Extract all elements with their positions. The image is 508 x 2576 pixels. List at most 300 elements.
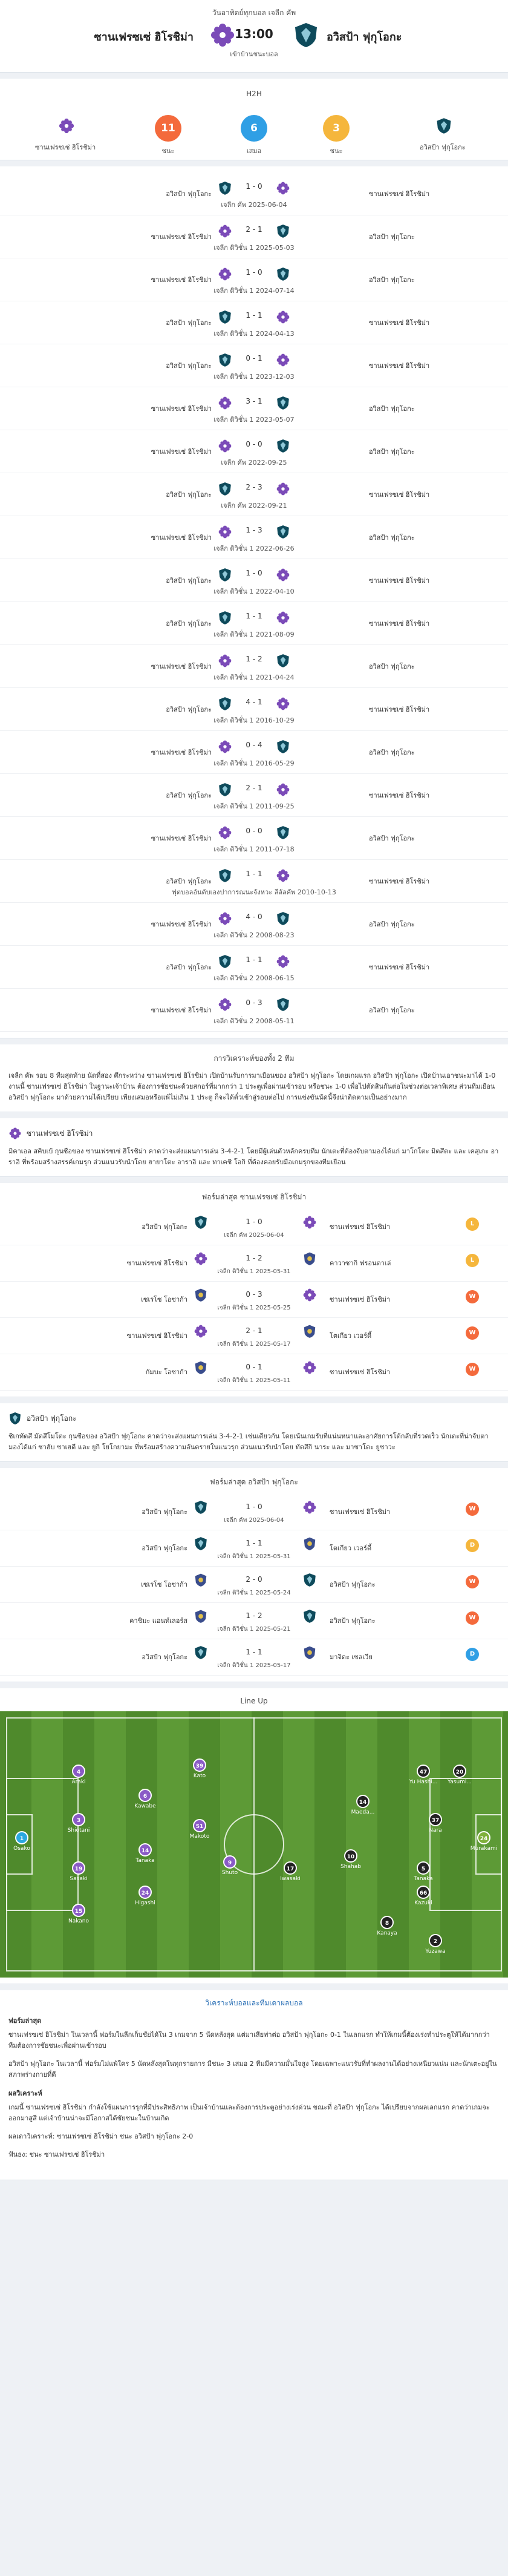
- left-team-name: อวิสป้า ฟุกุโอกะ: [166, 577, 212, 585]
- lineup-player[interactable]: [435, 1765, 484, 1785]
- right-team-name: อวิสป้า ฟุกุโอกะ: [369, 749, 415, 756]
- match-score: 1 - 0: [246, 1503, 262, 1511]
- match-competition-date: เจลีก คัพ 2025-06-04: [224, 1232, 284, 1239]
- h2h-match-row[interactable]: [0, 301, 508, 344]
- player-name: Osako: [13, 1846, 30, 1852]
- home-team-logo: [276, 310, 290, 324]
- match-competition-date: เจลีก ดิวิชั่น 1 2022-06-26: [213, 545, 295, 552]
- right-team-name: อวิสป้า ฟุกุโอกะ: [369, 920, 415, 928]
- result-badge: D: [466, 1648, 479, 1661]
- opponent-logo: [302, 1251, 317, 1266]
- match-score: 0 - 0: [246, 440, 262, 448]
- h2h-match-row[interactable]: [0, 172, 508, 215]
- lineup-player[interactable]: [460, 1831, 508, 1852]
- match-score: 1 - 1: [246, 1648, 262, 1656]
- lineup-player[interactable]: [54, 1861, 103, 1882]
- match-competition-date: เจลีก ดิวิชั่น 2 2008-05-11: [213, 1017, 295, 1025]
- h2h-match-row[interactable]: [0, 258, 508, 301]
- h2h-match-row[interactable]: [0, 946, 508, 989]
- h2h-match-row[interactable]: [0, 430, 508, 473]
- lineup-player[interactable]: [206, 1855, 254, 1876]
- h2h-draws-label: เสมอ: [246, 147, 262, 155]
- left-team-name: อวิสป้า ฟุกุโอกะ: [166, 319, 212, 327]
- form-match-row[interactable]: [0, 1603, 508, 1639]
- home-team-logo: [276, 482, 290, 496]
- away-team-logo: [302, 1609, 317, 1624]
- h2h-wins-label: ชนะ: [161, 147, 175, 155]
- away-team-info: [0, 1403, 508, 1462]
- match-score: 0 - 1: [246, 1363, 262, 1371]
- player-name: Maeda...: [351, 1809, 375, 1815]
- player-name: Kato: [193, 1773, 206, 1779]
- h2h-summary: [0, 79, 508, 160]
- preview-card: [0, 1044, 508, 1112]
- form-match-row[interactable]: [0, 1639, 508, 1676]
- player-number: 19: [72, 1861, 85, 1875]
- right-team-name: ซานเฟรซเซ่ ฮิโรชิม่า: [369, 190, 430, 198]
- right-team-name: ซานเฟรซเซ่ ฮิโรชิม่า: [369, 319, 430, 327]
- home-form-title: ฟอร์มล่าสุด ซานเฟรซเซ่ ฮิโรชิม่า: [201, 1193, 307, 1201]
- form-match-row[interactable]: [0, 1245, 508, 1282]
- result-badge: W: [466, 1363, 479, 1376]
- home-team-logo: [8, 1127, 22, 1140]
- left-team-name: ซานเฟรซเซ่ ฮิโรชิม่า: [126, 1332, 187, 1340]
- left-team-name: ซานเฟรซเซ่ ฮิโรชิม่า: [151, 834, 212, 842]
- player-name: Kazuki: [414, 1900, 432, 1906]
- player-name: Araki: [71, 1779, 86, 1785]
- match-score: 0 - 0: [246, 827, 262, 835]
- right-team-name: โตเกียว เวอร์ดี้: [330, 1332, 372, 1340]
- left-team-name: ซานเฟรซเซ่ ฮิโรชิม่า: [151, 405, 212, 413]
- home-team-logo: [276, 611, 290, 625]
- left-team-name: ซานเฟรซเซ่ ฮิโรชิม่า: [151, 276, 212, 284]
- left-team-name: กัมบะ โอซาก้า: [145, 1368, 187, 1376]
- home-team-logo: [276, 782, 290, 797]
- lineup-player[interactable]: [54, 1904, 103, 1924]
- away-team-logo: [8, 1412, 22, 1425]
- match-score: 1 - 2: [246, 655, 262, 663]
- player-number: 4: [72, 1765, 85, 1778]
- h2h-match-row[interactable]: [0, 860, 508, 903]
- lineup-player[interactable]: [399, 1886, 448, 1906]
- left-team-name: อวิสป้า ฟุกุโอกะ: [166, 877, 212, 885]
- match-competition-date: เจลีก คัพ 2025-06-04: [221, 201, 287, 209]
- player-name: Kanaya: [377, 1930, 397, 1936]
- h2h-draws-circle: 6: [241, 115, 267, 142]
- form-match-row[interactable]: [0, 1494, 508, 1530]
- analysis-card: [0, 1990, 508, 2180]
- away-team-logo: [276, 825, 290, 840]
- lineup-player[interactable]: [411, 1934, 460, 1955]
- right-team-name: อวิสป้า ฟุกุโอกะ: [369, 448, 415, 456]
- home-team-info: [0, 1118, 508, 1177]
- match-score: 2 - 1: [246, 784, 262, 792]
- player-name: Nakano: [68, 1918, 90, 1924]
- away-team-logo: [276, 224, 290, 238]
- player-number: 2: [429, 1934, 442, 1947]
- match-competition-date: เจลีก ดิวิชั่น 1 2011-09-25: [213, 802, 295, 810]
- result-badge: L: [466, 1254, 479, 1267]
- right-team-name: อวิสป้า ฟุกุโอกะ: [369, 233, 415, 241]
- match-score: 0 - 4: [246, 741, 262, 749]
- match-score: 1 - 1: [246, 1539, 262, 1547]
- left-team-name: ซานเฟรซเซ่ ฮิโรชิม่า: [151, 1006, 212, 1014]
- player-name: Kawabe: [134, 1803, 156, 1809]
- left-team-name: อวิสป้า ฟุกุโอกะ: [142, 1653, 187, 1661]
- h2h-match-row[interactable]: [0, 645, 508, 688]
- h2h-match-row[interactable]: [0, 903, 508, 946]
- home-team-logo: [276, 568, 290, 582]
- match-competition-date: เจลีก ดิวิชั่น 1 2024-04-13: [213, 330, 295, 338]
- lineup-player[interactable]: [363, 1916, 411, 1936]
- match-competition-date: เจลีก ดิวิชั่น 1 2025-05-31: [217, 1268, 291, 1275]
- player-name: Higashi: [135, 1900, 155, 1906]
- player-name: Shahab: [340, 1864, 361, 1870]
- home-team-logo: [58, 117, 75, 134]
- left-team-name: เซเรโซ โอซาก้า: [141, 1581, 187, 1588]
- left-team-name: ซานเฟรซเซ่ ฮิโรชิม่า: [151, 448, 212, 456]
- preview-title: การวิเคราะห์ของทั้ง 2 ทีม: [213, 1054, 295, 1063]
- left-team-name: อวิสป้า ฟุกุโอกะ: [142, 1544, 187, 1552]
- left-team-name: อวิสป้า ฟุกุโอกะ: [166, 362, 212, 370]
- analysis-subtitle-result: ผลวิเคราะห์: [8, 2089, 42, 2097]
- right-team-name: อวิสป้า ฟุกุโอกะ: [369, 1006, 415, 1014]
- player-number: 15: [72, 1904, 85, 1917]
- kickoff-time: 13:00: [235, 27, 273, 41]
- player-number: 51: [193, 1819, 206, 1832]
- left-team-name: ซานเฟรซเซ่ ฮิโรชิม่า: [151, 233, 212, 241]
- player-number: 8: [380, 1916, 394, 1929]
- home-team-logo: [302, 1288, 317, 1302]
- league-line: วันอาทิตย์ทุกบอล เจลีก คัพ: [212, 8, 296, 17]
- match-competition-date: เจลีก ดิวิชั่น 1 2023-05-07: [213, 416, 295, 424]
- player-number: 3: [72, 1813, 85, 1826]
- right-team-name: โตเกียว เวอร์ดี้: [330, 1544, 372, 1552]
- match-competition-date: เจลีก ดิวิชั่น 1 2025-05-31: [217, 1553, 291, 1560]
- left-team-name: อวิสป้า ฟุกุโอกะ: [166, 706, 212, 713]
- away-team-logo[interactable]: [293, 22, 319, 48]
- player-name: Iwasaki: [280, 1876, 301, 1882]
- right-team-name: ซานเฟรซเซ่ ฮิโรชิม่า: [369, 706, 430, 713]
- home-team-logo: [276, 868, 290, 883]
- player-name: Tanaka: [135, 1858, 155, 1864]
- h2h-match-row[interactable]: [0, 688, 508, 731]
- right-team-name: อวิสป้า ฟุกุโอกะ: [369, 534, 415, 542]
- right-team-name: ซานเฟรซเซ่ ฮิโรชิม่า: [369, 577, 430, 585]
- analysis-away-paragraph: อวิสป้า ฟุกุโอกะ ในเวลานี้ ฟอร์มไม่แพ้ใคร 5 นัดหลังสุดในทุกรายการ มีชนะ 3 เสมอ 2 ทีมมีความมั่นใจสูง โดยเฉพาะแนวรับที่ทำผลงานได้อย่างเหนียวแน่น และนักเตะอยู่ในสภาพร่างกายที่ดี: [8, 2060, 497, 2079]
- left-team-name: ซานเฟรซเซ่ ฮิโรชิม่า: [151, 534, 212, 542]
- prediction-label: ผลเดาวิเคราะห์: ซานเฟรซเซ่ ฮิโรชิม่า ชนะ อวิสป้า ฟุกุโอกะ 2-0: [8, 2132, 194, 2140]
- match-competition-date: เจลีก ดิวิชั่น 1 2025-05-03: [213, 244, 295, 252]
- match-competition-date: เจลีก ดิวิชั่น 2 2008-06-15: [213, 974, 295, 982]
- lineup-player[interactable]: [0, 1831, 46, 1852]
- match-score: 1 - 2: [246, 1254, 262, 1262]
- match-score: 0 - 3: [246, 998, 262, 1007]
- h2h-match-row[interactable]: [0, 989, 508, 1032]
- match-competition-date: เจลีก คัพ 2022-09-25: [221, 459, 287, 467]
- h2h-match-list: [0, 166, 508, 1038]
- left-team-name: เซเรโซ โอซาก้า: [141, 1296, 187, 1303]
- left-team-name: ซานเฟรซเซ่ ฮิโรชิม่า: [126, 1259, 187, 1267]
- lineup-player[interactable]: [399, 1861, 448, 1882]
- h2h-match-row[interactable]: [0, 516, 508, 559]
- right-team-name: อวิสป้า ฟุกุโอกะ: [330, 1617, 376, 1625]
- lineup-player[interactable]: [121, 1843, 169, 1864]
- away-team-logo: [302, 1573, 317, 1587]
- opponent-logo: [302, 1645, 317, 1660]
- away-team-logo: [276, 911, 290, 926]
- match-competition-date: เจลีก คัพ 2025-06-04: [224, 1517, 284, 1524]
- left-team-name: อวิสป้า ฟุกุโอกะ: [166, 190, 212, 198]
- player-name: Tanaka: [414, 1876, 433, 1882]
- form-match-row[interactable]: [0, 1530, 508, 1567]
- form-match-row[interactable]: [0, 1354, 508, 1391]
- h2h-wins-circle: 11: [155, 115, 181, 142]
- away-info-text: ชิเกทัตสึ มัตสึโมโตะ กุนซือของ อวิสป้า ฟุกุโอกะ คาดว่าจะส่งแผนการเล่น 3-4-2-1 เช่นเดียวกัน โดยเน้นเกมรับที่แน่นหนาและอาศัยการโต้กลับที่รวดเร็ว นักเตะที่น่าจับตามองได้แก่ ชาฮับ ซาเฮดี และ ยูกิ โยโกยามะ ที่พร้อมสร้างความอันตรายในแนวรุก ส่วนแนวรับนำโดย ทัตสึกิ นาระ และ มาซาโตะ ยูซาวะ: [8, 1432, 489, 1451]
- right-team-name: ซานเฟรซเซ่ ฮิโรชิม่า: [330, 1508, 391, 1516]
- h2h-match-row[interactable]: [0, 602, 508, 645]
- match-competition-date: เจลีก ดิวิชั่น 1 2025-05-17: [217, 1341, 291, 1348]
- match-score: 2 - 1: [246, 225, 262, 234]
- away-team-logo: [276, 739, 290, 754]
- right-team-name: ซานเฟรซเซ่ ฮิโรชิม่า: [369, 791, 430, 799]
- match-score: 0 - 1: [246, 354, 262, 362]
- away-team-logo: [276, 267, 290, 281]
- home-team-logo: [276, 353, 290, 367]
- match-score: 1 - 1: [246, 870, 262, 878]
- match-score: 1 - 1: [246, 612, 262, 620]
- home-team-logo: [276, 696, 290, 711]
- player-number: 47: [417, 1765, 430, 1778]
- match-competition-date: เจลีก ดิวิชั่น 1 2024-07-14: [213, 287, 295, 295]
- result-badge: W: [466, 1326, 479, 1340]
- form-match-row[interactable]: [0, 1282, 508, 1318]
- lineup-player[interactable]: [175, 1819, 224, 1840]
- result-badge: W: [466, 1575, 479, 1588]
- match-competition-date: เจลีก ดิวิชั่น 1 2021-08-09: [213, 631, 295, 638]
- match-competition-date: เจลีก ดิวิชั่น 1 2025-05-21: [217, 1626, 291, 1633]
- match-score: 1 - 2: [246, 1611, 262, 1620]
- h2h-match-row[interactable]: [0, 559, 508, 602]
- preview-text: เจลีก คัพ รอบ 8 ทีมสุดท้าย นัดที่สอง ศึกระหว่าง ซานเฟรซเซ่ ฮิโรชิม่า เปิดบ้านรับการมาเยือนของ อวิสป้า ฟุกุโอกะ โดยเกมแรก อวิสป้า ฟุกุโอกะ เปิดบ้านเอาชนะมาได้ 1-0 งานนี้ ซานเฟรซเซ่ ฮิโรชิม่า ในฐานะเจ้าบ้าน ต้องการชัยชนะด้วยสกอร์ที่มากกว่า 1 ประตูเพื่อผ่านเข้ารอบ หรือชนะ 1-0 เพื่อไปตัดสินกันต่อในช่วงต่อเวลาพิเศษ ส่วนทีมเยือน อวิสป้า ฟุกุโอกะ มาด้วยความได้เปรียบ เพียงเสมอหรือแพ้ไม่เกิน 1 ประตู ก็จะได้ตั๋วเข้าสู่รอบต่อไป การแข่งขันนัดนี้จึงน่าติดตามเป็นอย่างมาก: [8, 1072, 496, 1101]
- match-score: 1 - 0: [246, 1218, 262, 1226]
- match-competition-date: เจลีก ดิวิชั่น 1 2022-04-10: [213, 588, 295, 595]
- away-team-logo: [276, 439, 290, 453]
- h2h-match-row[interactable]: [0, 473, 508, 516]
- player-number: 17: [284, 1861, 297, 1875]
- player-number: 14: [356, 1795, 370, 1808]
- match-score: 2 - 3: [246, 483, 262, 491]
- lineup-player[interactable]: [121, 1789, 169, 1809]
- away-team-name[interactable]: อวิสป้า ฟุกุโอกะ: [327, 31, 402, 44]
- left-team-name: อวิสป้า ฟุกุโอกะ: [166, 620, 212, 628]
- away-team-logo: [435, 117, 452, 134]
- lineup-player[interactable]: [327, 1849, 375, 1870]
- analysis-title: วิเคราะห์บอลและทีมเดาผลบอล: [205, 1999, 303, 2007]
- away-team-logo: [276, 525, 290, 539]
- pick-label: ฟันธง: ชนะ ซานเฟรซเซ่ ฮิโรชิม่า: [8, 2151, 105, 2158]
- home-form-card: [0, 1183, 508, 1397]
- match-score: 1 - 3: [246, 526, 262, 534]
- match-header: [0, 0, 508, 73]
- match-score: 4 - 0: [246, 913, 262, 921]
- player-name: Sasaki: [70, 1876, 88, 1882]
- match-competition-date: เจลีก ดิวิชั่น 1 2011-07-18: [213, 845, 295, 853]
- right-team-name: อวิสป้า ฟุกุโอกะ: [369, 663, 415, 670]
- home-info-text: มิคาเอล สคิบเบ้ กุนซือของ ซานเฟรซเซ่ ฮิโรชิม่า คาดว่าจะส่งแผนการเล่น 3-4-2-1 โดยมีผู้เล่นตัวหลักครบทีม นักเตะที่ต้องจับตามองได้แก่ มาโกโตะ มิตสึตะ และ เคสุเกะ อาราอิ ที่พร้อมสร้างสรรค์เกมรุก ส่วนแนวรับนำโดย ฮายาโตะ อาราอิ และ ทาเคชิ โอกิ ที่ต้องคอยรับมือเกมรุกของทีมเยือน: [8, 1147, 499, 1166]
- player-number: 14: [138, 1843, 152, 1857]
- analysis-result-paragraph: เกมนี้ ซานเฟรซเซ่ ฮิโรชิม่า กำลังใช้แผนการรุกที่มีประสิทธิภาพ เป็นเจ้าบ้านและต้องการประตูอย่างเร่งด่วน ขณะที่ อวิสป้า ฟุกุโอกะ ได้เปรียบจากผลเลกแรก คาดว่าเกมจะออกมาสูสี แต่เจ้าบ้านน่าจะมีโอกาสได้ชัยชนะในบ้านเกิด: [8, 2103, 490, 2122]
- result-badge: W: [466, 1290, 479, 1303]
- player-name: Shuto: [221, 1870, 238, 1876]
- match-score: 2 - 0: [246, 1575, 262, 1584]
- match-competition-date: เจลีก ดิวิชั่น 1 2025-05-11: [217, 1377, 291, 1384]
- player-number: 37: [429, 1813, 442, 1826]
- home-team-logo: [276, 954, 290, 969]
- player-name: Yasumi...: [447, 1779, 472, 1785]
- player-name: Nara: [429, 1827, 442, 1834]
- left-team-name: ซานเฟรซเซ่ ฮิโรชิม่า: [151, 663, 212, 670]
- result-badge: D: [466, 1539, 479, 1552]
- right-team-name: อวิสป้า ฟุกุโอกะ: [369, 276, 415, 284]
- left-team-name: อวิสป้า ฟุกุโอกะ: [142, 1223, 187, 1231]
- h2h-match-row[interactable]: [0, 731, 508, 774]
- player-number: 24: [138, 1886, 152, 1899]
- left-team-name: อวิสป้า ฟุกุโอกะ: [142, 1508, 187, 1516]
- h2h-losses-circle: 3: [323, 115, 350, 142]
- home-team-logo: [276, 181, 290, 195]
- match-competition-date: เจลีก ดิวิชั่น 2 2008-08-23: [213, 931, 295, 939]
- player-number: 20: [453, 1765, 466, 1778]
- away-team-logo: [276, 654, 290, 668]
- h2h-match-row[interactable]: [0, 817, 508, 860]
- h2h-match-row[interactable]: [0, 774, 508, 817]
- h2h-match-row[interactable]: [0, 215, 508, 258]
- player-number: 5: [417, 1861, 430, 1875]
- h2h-title: H2H: [246, 90, 262, 98]
- player-number: 10: [344, 1849, 357, 1863]
- left-team-name: อวิสป้า ฟุกุโอกะ: [166, 791, 212, 799]
- h2h-match-row[interactable]: [0, 387, 508, 430]
- match-competition-date: ฟุตบอลอันดับเองปาการณนะจังหวะ ลีลัลคัพ 2010-10-13: [172, 888, 336, 896]
- away-form-card: [0, 1468, 508, 1682]
- match-score: 2 - 1: [246, 1326, 262, 1335]
- lineup-player[interactable]: [339, 1795, 387, 1815]
- player-number: 39: [193, 1758, 206, 1772]
- right-team-name: อวิสป้า ฟุกุโอกะ: [369, 405, 415, 413]
- left-team-name: คาชิมะ แอนท์เลอร์ส: [129, 1617, 187, 1625]
- right-team-name: ซานเฟรซเซ่ ฮิโรชิม่า: [369, 620, 430, 628]
- player-name: Murakami: [470, 1846, 498, 1852]
- match-score: 1 - 1: [246, 311, 262, 320]
- away-form-title: ฟอร์มล่าสุด อวิสป้า ฟุกุโอกะ: [210, 1478, 298, 1486]
- result-badge: L: [466, 1218, 479, 1231]
- match-competition-date: เจลีก ดิวิชั่น 1 2021-04-24: [213, 673, 295, 681]
- h2h-home-label: ซานเฟรซเซ่ ฮิโรชิม่า: [35, 143, 96, 151]
- match-competition-date: เจลีก ดิวิชั่น 1 2023-12-03: [213, 373, 295, 381]
- left-team-name: ซานเฟรซเซ่ ฮิโรชิม่า: [151, 749, 212, 756]
- match-competition-date: เจลีก ดิวิชั่น 1 2025-05-25: [217, 1305, 291, 1311]
- match-score: 1 - 1: [246, 955, 262, 964]
- lineup-player[interactable]: [121, 1886, 169, 1906]
- right-team-name: คาวาซากิ ฟรอนตาเล่: [330, 1259, 391, 1267]
- match-competition-date: เจลีก ดิวิชั่น 1 2025-05-24: [217, 1590, 291, 1596]
- match-competition-date: เจลีก ดิวิชั่น 1 2016-05-29: [213, 759, 295, 767]
- analysis-home-paragraph: ซานเฟรซเซ่ ฮิโรชิม่า ในเวลานี้ ฟอร์มในลีกเก็บชัยได้ใน 3 เกมจาก 5 นัดหลังสุด แต่มาเสียท่าต่อ อวิสป้า ฟุกุโอกะ 0-1 ในเลกแรก ทำให้เกมนี้ต้องเร่งทำประตูให้ได้มากกว่า ทีมต้องการชัยชนะเพื่อผ่านเข้ารอบ: [8, 2031, 490, 2050]
- player-name: Shiotani: [67, 1827, 90, 1834]
- match-score: 3 - 1: [246, 397, 262, 405]
- player-number: 66: [417, 1886, 430, 1899]
- player-number: 6: [138, 1789, 152, 1802]
- pitch: [0, 1711, 508, 1978]
- player-number: 1: [15, 1831, 28, 1844]
- h2h-away-label: อวิสป้า ฟุกุโอกะ: [420, 143, 466, 151]
- form-match-row[interactable]: [0, 1318, 508, 1354]
- left-team-name: อวิสป้า ฟุกุโอกะ: [166, 963, 212, 971]
- left-team-name: อวิสป้า ฟุกุโอกะ: [166, 491, 212, 499]
- opponent-logo: [302, 1324, 317, 1339]
- lineup-card: [0, 1688, 508, 1984]
- match-status: เข้าบ้านชนะบอล: [230, 50, 278, 58]
- result-badge: W: [466, 1503, 479, 1516]
- right-team-name: มาจิดะ เซลเวีย: [330, 1653, 373, 1661]
- match-score: 1 - 0: [246, 182, 262, 191]
- right-team-name: ซานเฟรซเซ่ ฮิโรชิม่า: [330, 1296, 391, 1303]
- player-number: 9: [223, 1855, 236, 1869]
- right-team-name: ซานเฟรซเซ่ ฮิโรชิม่า: [369, 963, 430, 971]
- form-match-row[interactable]: [0, 1567, 508, 1603]
- match-competition-date: เจลีก คัพ 2022-09-21: [221, 502, 287, 510]
- right-team-name: ซานเฟรซเซ่ ฮิโรชิม่า: [369, 362, 430, 370]
- home-team-name[interactable]: ซานเฟรซเซ่ ฮิโรชิม่า: [94, 31, 194, 44]
- lineup-player[interactable]: [175, 1758, 224, 1779]
- home-team-logo: [302, 1215, 317, 1230]
- player-name: Yu Hashi...: [409, 1779, 438, 1785]
- lineup-player[interactable]: [266, 1861, 314, 1882]
- form-match-row[interactable]: [0, 1209, 508, 1245]
- match-competition-date: เจลีก ดิวิชั่น 1 2025-05-17: [217, 1662, 291, 1669]
- home-team-logo: [302, 1500, 317, 1515]
- h2h-losses-label: ชนะ: [330, 147, 343, 155]
- lineup-title: Line Up: [240, 1697, 268, 1705]
- analysis-subtitle-form: ฟอร์มล่าสุด: [8, 2017, 42, 2025]
- match-score: 4 - 1: [246, 698, 262, 706]
- right-team-name: อวิสป้า ฟุกุโอกะ: [369, 834, 415, 842]
- player-number: 24: [477, 1831, 490, 1844]
- away-info-name: อวิสป้า ฟุกุโอกะ: [27, 1414, 77, 1423]
- match-score: 0 - 3: [246, 1290, 262, 1299]
- match-competition-date: เจลีก ดิวิชั่น 1 2016-10-29: [213, 716, 295, 724]
- opponent-logo: [302, 1536, 317, 1551]
- away-team-logo: [276, 997, 290, 1012]
- right-team-name: อวิสป้า ฟุกุโอกะ: [330, 1581, 376, 1588]
- player-name: Yuzawa: [425, 1948, 446, 1955]
- home-info-name: ซานเฟรซเซ่ ฮิโรชิม่า: [27, 1129, 93, 1138]
- right-team-name: ซานเฟรซเซ่ ฮิโรชิม่า: [369, 491, 430, 499]
- home-team-logo: [302, 1360, 317, 1375]
- away-team-logo: [276, 396, 290, 410]
- result-badge: W: [466, 1611, 479, 1625]
- match-score: 1 - 0: [246, 268, 262, 277]
- right-team-name: ซานเฟรซเซ่ ฮิโรชิม่า: [369, 877, 430, 885]
- left-team-name: ซานเฟรซเซ่ ฮิโรชิม่า: [151, 920, 212, 928]
- lineup-player[interactable]: [411, 1813, 460, 1834]
- right-team-name: ซานเฟรซเซ่ ฮิโรชิม่า: [330, 1368, 391, 1376]
- lineup-player[interactable]: [54, 1765, 103, 1785]
- lineup-player[interactable]: [54, 1813, 103, 1834]
- right-team-name: ซานเฟรซเซ่ ฮิโรชิม่า: [330, 1223, 391, 1231]
- h2h-match-row[interactable]: [0, 344, 508, 387]
